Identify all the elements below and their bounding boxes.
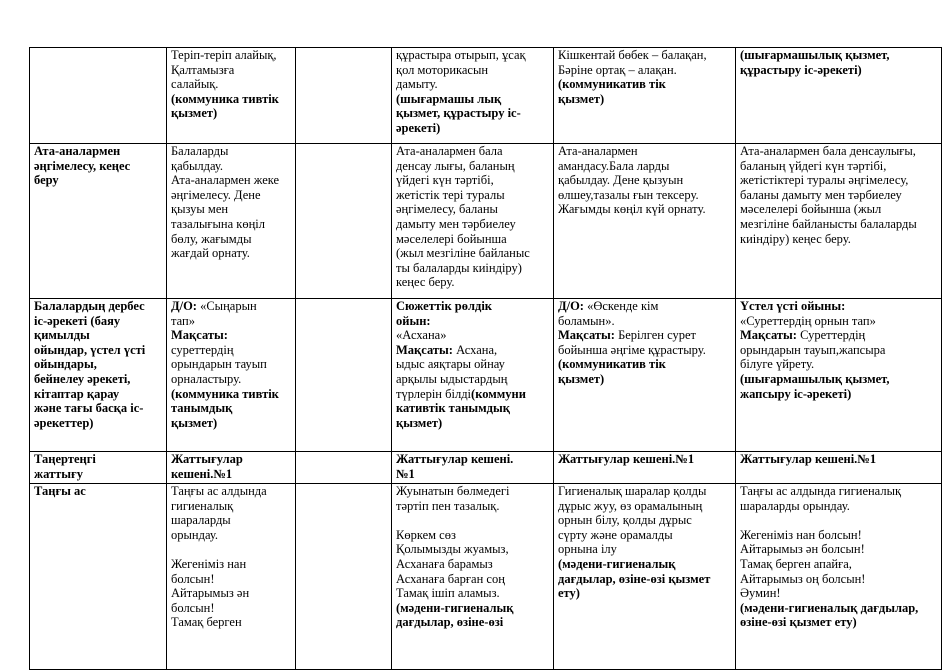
cell-text-line: Д/О: «Өскенде кім bbox=[558, 299, 659, 313]
cell-text-line: (коммуникатив тік bbox=[558, 357, 666, 372]
cell-text-line: (коммуникатив тік bbox=[558, 77, 666, 92]
row-header-line: жаттығу bbox=[34, 466, 83, 481]
cell-text-line: жетістік тері туралы bbox=[396, 187, 505, 202]
cell-text-line: Ата-аналармен bbox=[558, 144, 638, 158]
cell-text-line: түрлерін білді(коммуни bbox=[396, 386, 526, 401]
table-cell bbox=[554, 48, 736, 144]
cell-text-line: Мақсаты: Суреттердің bbox=[740, 328, 866, 343]
table-cell bbox=[736, 48, 942, 144]
cell-text-line: өлшеу,тазалы ғын тексеру. bbox=[558, 187, 699, 202]
cell-text-line: шараларды bbox=[171, 513, 231, 528]
row-header-line: қимылды bbox=[34, 328, 90, 343]
cell-text-line: Балаларды bbox=[171, 144, 229, 158]
cell-text-line: (жыл мезгіліне байланыс bbox=[396, 246, 530, 261]
table-row bbox=[30, 484, 942, 670]
table-cell bbox=[167, 48, 296, 144]
cell-text-line: дамыту. bbox=[396, 77, 438, 92]
cell-text-line: Таңғы ас алдында гигиеналық bbox=[740, 484, 902, 498]
cell-text-line: өзіне-өзі қызмет ету) bbox=[740, 615, 857, 630]
cell-text-line: (мәдени-гигиеналық bbox=[396, 600, 514, 615]
cell-text-line: тазалығына көңіл bbox=[171, 216, 266, 231]
cell-text-line: (шығармашылық қызмет, bbox=[740, 371, 890, 386]
cell-text-line: Бәріне ортақ – алақан. bbox=[558, 62, 677, 77]
cell-text-line: баланы дамыту мен тәрбиелеу bbox=[740, 187, 902, 202]
cell-text-line: (шығармашылық қызмет, bbox=[740, 48, 890, 62]
cell-text-line: дұрыс жуу, өз орамалының bbox=[558, 498, 703, 513]
cell-text-line: гигиеналық bbox=[171, 498, 234, 513]
cell-text-line: Қолымызды жуамыз, bbox=[396, 542, 509, 557]
row-header-cell bbox=[30, 452, 167, 484]
cell-text-line: (мәдени-гигиеналық дағдылар, bbox=[740, 600, 919, 615]
cell-text-line: Ата-аналармен бала денсаулығы, bbox=[740, 144, 916, 158]
cell-text-line: Жуынатын бөлмедегі bbox=[396, 484, 510, 498]
cell-text-line: Асханаға барамыз bbox=[396, 556, 493, 571]
schedule-table bbox=[29, 47, 942, 670]
row-header-line: әрекеттер) bbox=[34, 415, 94, 430]
cell-text-line: Әумин! bbox=[740, 586, 781, 601]
cell-text-line: қызмет) bbox=[171, 415, 218, 430]
row-header-line: әңгімелесу, кеңес bbox=[34, 158, 131, 173]
cell-text-line: Жағымды көңіл күй орнату. bbox=[558, 202, 706, 217]
cell-text-line: жағдай орнату. bbox=[171, 246, 250, 261]
table-cell bbox=[167, 452, 296, 484]
row-header-cell bbox=[30, 144, 167, 299]
cell-text-line: мәселелері бойынша bbox=[396, 231, 507, 246]
cell-text-line: суреттердің bbox=[171, 342, 234, 357]
table-cell bbox=[554, 299, 736, 452]
cell-text-line: орналастыру. bbox=[171, 371, 242, 386]
cell-text-line: Жаттығулар bbox=[171, 452, 243, 466]
cell-text-line: Тамақ берген апайға, bbox=[740, 556, 852, 571]
cell-text-line: Теріп-теріп алайық, bbox=[171, 48, 277, 62]
table-cell bbox=[392, 48, 554, 144]
cell-text-line: Жаттығулар кешені.№1 bbox=[558, 452, 695, 466]
cell-text-line: Жегеніміз нан bbox=[171, 556, 247, 571]
cell-text-line: Мақсаты: bbox=[171, 328, 228, 343]
cell-text-line: дағдылар, өзіне-өзі bbox=[396, 615, 504, 630]
table-cell bbox=[167, 484, 296, 670]
cell-text-line: Көркем сөз bbox=[396, 527, 456, 542]
cell-text-line: Мақсаты: Асхана, bbox=[396, 342, 498, 357]
cell-text-line: Айтарымыз оң болсын! bbox=[740, 571, 866, 586]
table-cell bbox=[554, 452, 736, 484]
cell-text-line: Үстел үсті ойыны: bbox=[740, 299, 846, 313]
cell-text-line: танымдық bbox=[171, 401, 233, 416]
table-cell bbox=[296, 484, 392, 670]
cell-text-line: Д/О: «Сыңарын bbox=[171, 299, 257, 313]
cell-text-line bbox=[171, 542, 291, 557]
cell-text-line: Жаттығулар кешені. bbox=[396, 452, 514, 466]
cell-text-line: орындау. bbox=[171, 527, 218, 542]
cell-text-line: Мақсаты: Берілген сурет bbox=[558, 328, 696, 343]
cell-text-line: дағдылар, өзіне-өзі қызмет bbox=[558, 571, 711, 586]
table-row bbox=[30, 144, 942, 299]
row-header-cell bbox=[30, 48, 167, 144]
table-cell bbox=[392, 484, 554, 670]
row-header-line: ойындары, bbox=[34, 357, 97, 372]
table-cell bbox=[296, 452, 392, 484]
cell-text-line: Жаттығулар кешені.№1 bbox=[740, 452, 877, 466]
cell-text-line: орындарын тауып,жапсыра bbox=[740, 342, 886, 357]
cell-text-line: сүрту және орамалды bbox=[558, 527, 673, 542]
row-header-line: ойындар, үстел үсті bbox=[34, 342, 146, 357]
cell-text-line: «Асхана» bbox=[396, 328, 447, 343]
cell-text-line: (мәдени-гигиеналық bbox=[558, 556, 676, 571]
cell-text-line: қызмет) bbox=[558, 371, 605, 386]
cell-text-line: тәртіп пен тазалық. bbox=[396, 498, 500, 513]
table-row bbox=[30, 48, 942, 144]
table-cell bbox=[736, 452, 942, 484]
table-cell bbox=[554, 484, 736, 670]
cell-text-line: бойынша әңгіме құрастыру. bbox=[558, 342, 706, 357]
cell-text-line: денсау лығы, баланың bbox=[396, 158, 515, 173]
cell-text-line: «Суреттердің орнын тап» bbox=[740, 313, 876, 328]
table-cell bbox=[167, 299, 296, 452]
cell-text-line: қызуы мен bbox=[171, 202, 229, 217]
cell-text-line: Қалтамызға bbox=[171, 62, 235, 77]
cell-text-line: (шығармашы лық bbox=[396, 91, 502, 106]
table-cell bbox=[736, 299, 942, 452]
cell-text-line: (коммуника тивтік bbox=[171, 386, 279, 401]
row-header-line: іс-әрекеті (баяу bbox=[34, 313, 121, 328]
cell-text-line: болсын! bbox=[171, 600, 215, 615]
cell-text-line: үйдегі күн тәртібі, bbox=[396, 173, 494, 188]
row-header-cell bbox=[30, 484, 167, 670]
cell-text-line: №1 bbox=[396, 466, 415, 481]
cell-text-line: кативтік танымдық bbox=[396, 401, 510, 416]
cell-text-line: салайық. bbox=[171, 77, 219, 92]
cell-text-line: қызмет) bbox=[558, 91, 605, 106]
table-row bbox=[30, 299, 942, 452]
cell-text-line: орындарын тауып bbox=[171, 357, 267, 372]
table-cell bbox=[296, 144, 392, 299]
cell-text-line: ойын: bbox=[396, 313, 431, 328]
table-row bbox=[30, 452, 942, 484]
row-header-line: және тағы басқа іс- bbox=[34, 401, 144, 416]
cell-text-line: кешені.№1 bbox=[171, 466, 233, 481]
table-cell bbox=[554, 144, 736, 299]
cell-text-line: қызмет, құрастыру іс- bbox=[396, 106, 521, 121]
cell-text-line: құрастыру іс-әрекеті) bbox=[740, 62, 862, 77]
cell-text-line: ыдыс аяқтары ойнау bbox=[396, 357, 505, 372]
row-header-cell bbox=[30, 299, 167, 452]
row-header-line: Ата-аналармен bbox=[34, 144, 121, 158]
cell-text-line: құрастыра отырып, ұсақ bbox=[396, 48, 526, 62]
cell-text-line: қызмет) bbox=[396, 415, 443, 430]
cell-text-line: боламын». bbox=[558, 313, 615, 328]
table-cell bbox=[392, 299, 554, 452]
cell-text-line bbox=[740, 513, 937, 528]
cell-text-line: қабылдау. Дене қызуын bbox=[558, 173, 684, 188]
table-cell bbox=[392, 144, 554, 299]
row-header-line: Таңертеңгі bbox=[34, 452, 96, 466]
cell-text-line: арқылы ыдыстардың bbox=[396, 371, 508, 386]
table-cell bbox=[296, 48, 392, 144]
cell-text-line: жетістіктері туралы әңгімелесу, bbox=[740, 173, 909, 188]
cell-text-line: Ата-аналармен жеке bbox=[171, 173, 280, 188]
table-cell bbox=[167, 144, 296, 299]
cell-text-line: әңгімелесу, баланы bbox=[396, 202, 498, 217]
cell-text-line: Айтарымыз ән bbox=[171, 586, 250, 601]
cell-text-line: амандасу.Бала ларды bbox=[558, 158, 670, 173]
cell-text-line: Асханаға барған соң bbox=[396, 571, 505, 586]
cell-text-line: Таңғы ас алдында bbox=[171, 484, 267, 498]
cell-text-line bbox=[396, 513, 549, 528]
cell-text-line: жапсыру іс-әрекеті) bbox=[740, 386, 852, 401]
cell-text-line: ету) bbox=[558, 586, 580, 601]
cell-text-line: кеңес беру. bbox=[396, 275, 455, 290]
cell-text-line: киіндіру) кеңес беру. bbox=[740, 231, 851, 246]
cell-text-line: Тамақ ішіп аламыз. bbox=[396, 586, 500, 601]
table-cell bbox=[392, 452, 554, 484]
cell-text-line: әңгімелесу. Дене bbox=[171, 187, 261, 202]
cell-text-line: әрекеті) bbox=[396, 120, 441, 135]
cell-text-line: Айтарымыз ән болсын! bbox=[740, 542, 865, 557]
cell-text-line: орнын білу, қолды дұрыс bbox=[558, 513, 692, 528]
row-header-line: беру bbox=[34, 173, 59, 188]
row-header-line: Балалардың дербес bbox=[34, 299, 145, 313]
table-cell bbox=[736, 484, 942, 670]
cell-text-line: Тамақ берген bbox=[171, 615, 242, 630]
row-header-line: Таңғы ас bbox=[34, 484, 86, 498]
cell-text-line: білуге үйрету. bbox=[740, 357, 815, 372]
cell-text-line: (коммуника тивтік bbox=[171, 91, 279, 106]
row-header-line: кітаптар қарау bbox=[34, 386, 120, 401]
cell-text-line: болсын! bbox=[171, 571, 215, 586]
cell-text-line: Сюжеттік рөлдік bbox=[396, 299, 493, 313]
cell-text-line: қызмет) bbox=[171, 106, 218, 121]
cell-text-line: шараларды орындау. bbox=[740, 498, 850, 513]
cell-text-line: Ата-аналармен бала bbox=[396, 144, 503, 158]
cell-text-line: мезгіліне байланысты балаларды bbox=[740, 216, 917, 231]
cell-text-line: тап» bbox=[171, 313, 195, 328]
cell-text-line: Кішкентай бөбек – балақан, bbox=[558, 48, 707, 62]
table-cell bbox=[296, 299, 392, 452]
cell-text-line: бөлу, жағымды bbox=[171, 231, 252, 246]
table-cell bbox=[736, 144, 942, 299]
cell-text-line: қабылдау. bbox=[171, 158, 224, 173]
cell-text-line: баланың үйдегі күн тәртібі, bbox=[740, 158, 887, 173]
cell-text-line: Гигиеналық шаралар қолды bbox=[558, 484, 707, 498]
cell-text-line: дамыту мен тәрбиелеу bbox=[396, 216, 516, 231]
cell-text-line: Жегеніміз нан болсын! bbox=[740, 527, 862, 542]
cell-text-line: қол моторикасын bbox=[396, 62, 489, 77]
cell-text-line: ты балаларды киіндіру) bbox=[396, 260, 522, 275]
cell-text-line: мәселелері бойынша (жыл bbox=[740, 202, 882, 217]
row-header-line: бейнелеу әрекеті, bbox=[34, 371, 131, 386]
cell-text-line: орнына ілу bbox=[558, 542, 617, 557]
